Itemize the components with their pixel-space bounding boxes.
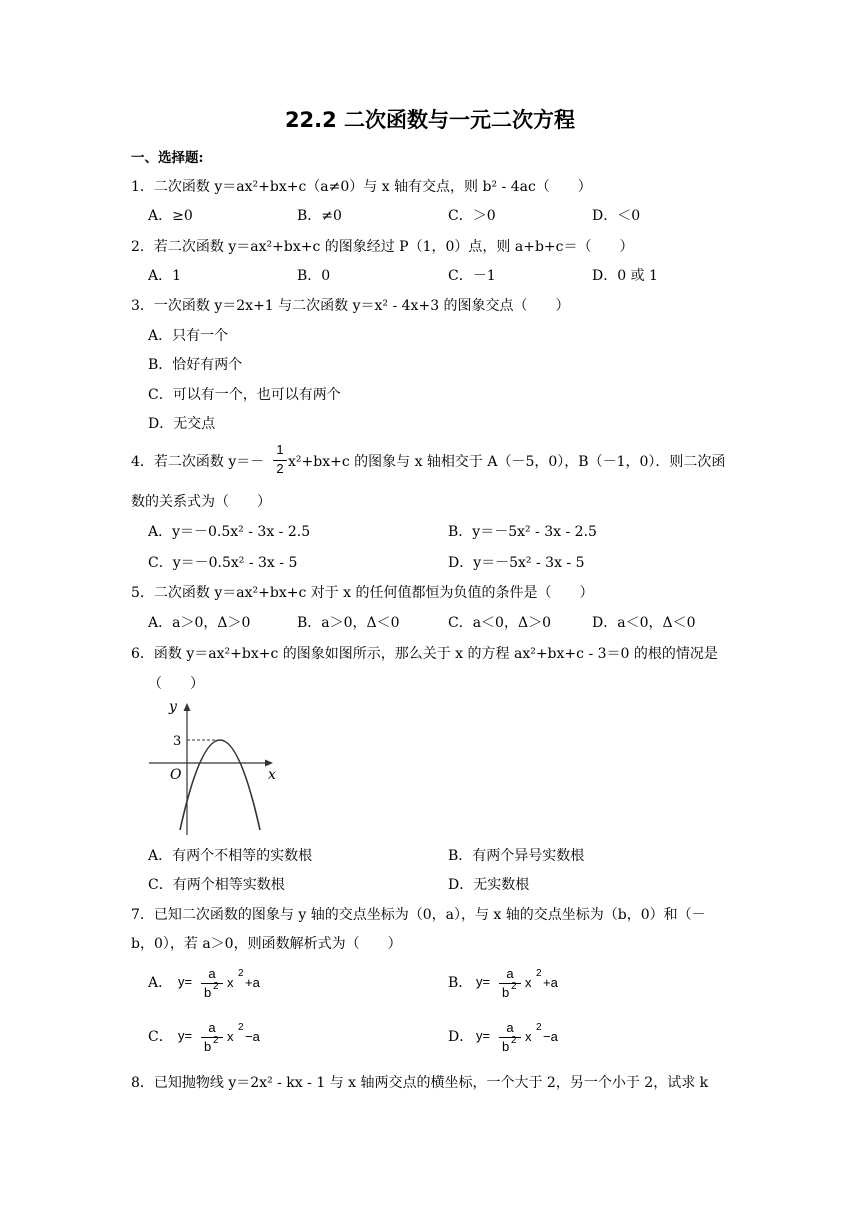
formula-denominator: b <box>502 1039 510 1054</box>
q3-option-b: B．恰好有两个 <box>148 357 243 373</box>
question-1-stem: 1．二次函数 y＝ax²+bx+c（a≠0）与 x 轴有交点，则 b² - 4ac（ ） <box>131 179 592 195</box>
q5-option-c: C．a＜0，Δ＞0 <box>448 615 551 631</box>
q7-option-a-label: A． <box>148 975 173 991</box>
q1-option-c: C．＞0 <box>448 208 496 224</box>
formula-variable-exponent: 2 <box>238 1022 244 1033</box>
formula-tail: +a <box>245 975 260 990</box>
parabola-curve <box>180 740 260 830</box>
q4-fraction-numerator: 1 <box>276 442 284 457</box>
page-title: 22.2 二次函数与一元二次方程 <box>284 108 576 132</box>
question-3-stem: 3．一次函数 y＝2x+1 与二次函数 y＝x² - 4x+3 的图象交点（ ） <box>131 298 570 314</box>
y-axis-label: y <box>169 699 177 715</box>
question-8-stem: 8．已知抛物线 y＝2x² - kx - 1 与 x 轴两交点的横坐标，一个大于 2，另一个小于 2，试求 k <box>131 1075 709 1091</box>
formula-numerator: a <box>208 966 216 981</box>
x-axis-arrow-icon <box>265 760 273 767</box>
question-6-stem: 6．函数 y＝ax²+bx+c 的图象如图所示，那么关于 x 的方程 ax²+bx+c - 3＝0 的根的情况是 <box>131 646 718 662</box>
formula-denominator: b <box>204 985 212 1000</box>
q5-option-d: D．a＜0，Δ＜0 <box>592 615 696 631</box>
section-heading: 一、选择题: <box>131 150 204 166</box>
question-7-stem-cont: b，0），若 a＞0，则函数解析式为（ ） <box>131 936 402 952</box>
x-axis-label: x <box>268 767 276 783</box>
q2-option-b: B．0 <box>297 268 331 284</box>
q5-option-b: B．a＞0，Δ＜0 <box>297 615 400 631</box>
q4-option-a: A．y＝－0.5x² - 3x - 2.5 <box>148 524 311 540</box>
question-7-stem: 7．已知二次函数的图象与 y 轴的交点坐标为（0，a），与 x 轴的交点坐标为（b，0）和（－ <box>131 907 706 923</box>
formula-fraction-bar <box>201 983 223 984</box>
q3-option-d: D．无交点 <box>148 416 216 432</box>
y-axis-arrow-icon <box>184 703 191 711</box>
question-4-stem-cont: 数的关系式为（ ） <box>131 494 271 510</box>
formula-lhs: y= <box>178 974 193 989</box>
question-5-stem: 5．二次函数 y＝ax²+bx+c 对于 x 的任何值都恒为负值的条件是（ ） <box>131 585 594 601</box>
q2-option-c: C．－1 <box>448 268 496 284</box>
formula-fraction-bar <box>499 983 521 984</box>
q6-parabola-graph <box>145 695 295 837</box>
question-6-stem-cont: （ ） <box>148 676 204 692</box>
formula-denominator-exponent: 2 <box>511 981 517 992</box>
q3-option-c: C．可以有一个，也可以有两个 <box>148 387 341 403</box>
max-value-label: 3 <box>173 734 182 749</box>
formula-lhs: y= <box>476 974 491 989</box>
q3-option-a: A．只有一个 <box>148 328 229 344</box>
q6-option-a: A．有两个不相等的实数根 <box>148 848 313 864</box>
q1-option-a: A．≥0 <box>148 208 193 224</box>
q5-option-a: A．a＞0，Δ＞0 <box>148 615 251 631</box>
formula-denominator: b <box>502 985 510 1000</box>
q7-option-d-formula <box>476 1020 576 1060</box>
formula-tail: +a <box>543 975 558 990</box>
formula-fraction-bar <box>499 1037 521 1038</box>
q4-option-b: B．y＝－5x² - 3x - 2.5 <box>448 524 597 540</box>
formula-variable-exponent: 2 <box>536 968 542 979</box>
formula-numerator: a <box>208 1020 216 1035</box>
q4-option-d: D．y＝－5x² - 3x - 5 <box>448 555 585 571</box>
formula-variable: x <box>227 975 234 990</box>
formula-lhs: y= <box>476 1028 491 1043</box>
formula-numerator: a <box>506 1020 514 1035</box>
question-2-stem: 2．若二次函数 y＝ax²+bx+c 的图象经过 P（1，0）点，则 a+b+c＝（ ） <box>131 239 634 255</box>
formula-variable-exponent: 2 <box>536 1022 542 1033</box>
q2-option-a: A．1 <box>148 268 182 284</box>
formula-fraction-bar <box>201 1037 223 1038</box>
q7-option-c-label: C． <box>148 1029 173 1045</box>
formula-lhs: y= <box>178 1028 193 1043</box>
formula-variable: x <box>525 1029 532 1044</box>
q6-option-b: B．有两个异号实数根 <box>448 848 585 864</box>
formula-denominator-exponent: 2 <box>213 1035 219 1046</box>
formula-tail: −a <box>245 1029 260 1044</box>
q7-option-a-formula <box>178 966 278 1006</box>
formula-denominator: b <box>204 1039 212 1054</box>
formula-numerator: a <box>506 966 514 981</box>
formula-denominator-exponent: 2 <box>511 1035 517 1046</box>
q4-fraction-denominator: 2 <box>276 461 284 476</box>
formula-tail: −a <box>543 1029 558 1044</box>
q6-option-d: D．无实数根 <box>448 877 530 893</box>
q1-option-b: B．≠0 <box>297 208 342 224</box>
question-4-stem-end: x²+bx+c 的图象与 x 轴相交于 A（－5，0），B（－1，0）．则二次函 <box>288 454 726 470</box>
q2-option-d: D．0 或 1 <box>592 268 658 284</box>
formula-variable: x <box>227 1029 234 1044</box>
q7-option-b-label: B． <box>448 975 473 991</box>
formula-variable-exponent: 2 <box>238 968 244 979</box>
formula-variable: x <box>525 975 532 990</box>
q6-option-c: C．有两个相等实数根 <box>148 877 285 893</box>
q1-option-d: D．＜0 <box>592 208 641 224</box>
q7-option-b-formula <box>476 966 576 1006</box>
q4-option-c: C．y＝－0.5x² - 3x - 5 <box>148 555 298 571</box>
question-4-stem-start: 4．若二次函数 y＝－ <box>131 454 265 470</box>
formula-denominator-exponent: 2 <box>213 981 219 992</box>
origin-label: O <box>170 767 182 783</box>
q7-option-d-label: D． <box>448 1029 474 1045</box>
q7-option-c-formula <box>178 1020 278 1060</box>
